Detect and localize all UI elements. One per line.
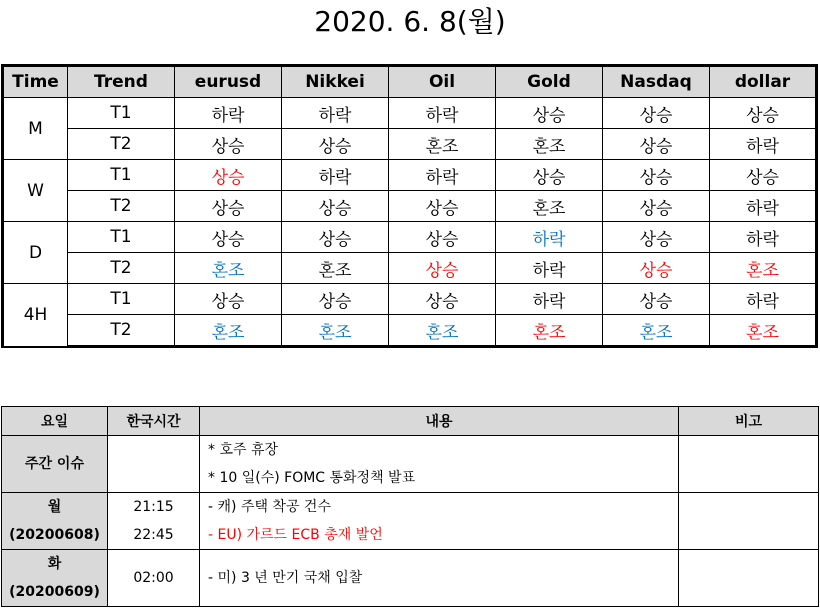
direction-cell: 혼조 [388,314,495,346]
timeframe-cell: M [3,97,67,159]
direction-cell: 하락 [388,159,495,190]
direction-cell: 하락 [495,221,602,252]
trend-cell: T2 [67,190,174,221]
direction-cell: 하락 [495,252,602,283]
day-cell [2,493,108,550]
table-row [3,190,816,221]
direction-cell: 하락 [174,97,281,128]
direction-cell: 상승 [602,221,709,252]
note-cell [679,436,818,493]
direction-cell: 상승 [388,190,495,221]
header-note: 비고 [679,407,818,436]
content-cell [200,493,679,550]
direction-cell: 상승 [495,159,602,190]
header-eurusd: eurusd [174,66,281,97]
header-time: Time [3,66,67,97]
direction-cell: 하락 [495,283,602,314]
event-time: 02:00 [133,570,174,586]
direction-cell: 상승 [388,252,495,283]
table-row [3,314,816,346]
direction-cell: 하락 [709,128,816,159]
timeframe-cell: 4H [3,283,67,346]
content-cell [200,550,679,606]
time-cell [108,493,200,550]
content-cell [200,436,679,493]
schedule-header-row [2,407,818,436]
direction-cell: 상승 [281,128,388,159]
table-row [3,97,816,128]
direction-cell: 하락 [281,159,388,190]
direction-cell: 하락 [709,283,816,314]
direction-cell: 혼조 [709,314,816,346]
direction-cell: 혼조 [709,252,816,283]
direction-cell: 혼조 [602,314,709,346]
direction-cell: 하락 [709,190,816,221]
direction-cell: 혼조 [174,252,281,283]
direction-cell: 상승 [602,283,709,314]
direction-cell: 상승 [174,283,281,314]
direction-cell: 혼조 [495,314,602,346]
day-cell [2,550,108,606]
trend-cell: T2 [67,252,174,283]
time-cell [108,436,200,493]
day-label: 화 [47,556,62,572]
day-date: (20200609) [9,584,100,600]
trend-cell: T1 [67,97,174,128]
trend-cell: T1 [67,159,174,190]
page-title: 2020. 6. 8(월) [314,5,506,38]
direction-cell: 혼조 [281,252,388,283]
trend-table [1,64,818,348]
trend-cell: T1 [67,221,174,252]
trend-cell: T2 [67,314,174,346]
day-label: 주간 이슈 [25,456,84,472]
direction-cell: 혼조 [174,314,281,346]
header-nikkei: Nikkei [281,66,388,97]
direction-cell: 상승 [388,283,495,314]
day-date: (20200608) [9,527,100,543]
header-gold: Gold [495,66,602,97]
direction-cell: 상승 [602,252,709,283]
direction-cell: 하락 [709,221,816,252]
direction-cell: 상승 [709,97,816,128]
direction-cell: 상승 [281,190,388,221]
day-label: 월 [47,499,62,515]
table-row [3,283,816,314]
schedule-row [2,550,818,606]
note-cell [679,550,818,606]
table-row [3,128,816,159]
table-row [3,221,816,252]
event-time: 21:15 [133,499,174,515]
direction-cell: 상승 [602,128,709,159]
direction-cell: 상승 [281,221,388,252]
time-cell [108,550,200,606]
direction-cell: 혼조 [281,314,388,346]
direction-cell: 상승 [602,190,709,221]
direction-cell: 상승 [388,221,495,252]
direction-cell: 상승 [602,97,709,128]
direction-cell: 상승 [602,159,709,190]
direction-cell: 상승 [174,221,281,252]
event-item: - EU) 가르드 ECB 총재 발언 [208,527,383,543]
direction-cell: 상승 [495,97,602,128]
direction-cell: 상승 [709,159,816,190]
direction-cell: 상승 [174,190,281,221]
header-content: 내용 [200,407,679,436]
direction-cell: 상승 [174,159,281,190]
event-item: * 10 일(수) FOMC 통화정책 발표 [208,470,416,486]
table-row [3,159,816,190]
schedule-row [2,493,818,550]
direction-cell: 하락 [388,97,495,128]
header-oil: Oil [388,66,495,97]
event-time: 22:45 [133,527,174,543]
direction-cell: 혼조 [388,128,495,159]
note-cell [679,493,818,550]
event-item: * 호주 휴장 [208,442,278,458]
direction-cell: 상승 [281,283,388,314]
timeframe-cell: D [3,221,67,283]
direction-cell: 혼조 [495,190,602,221]
header-korea-time: 한국시간 [108,407,200,436]
day-cell [2,436,108,493]
schedule-table [1,406,819,607]
direction-cell: 혼조 [495,128,602,159]
direction-cell: 상승 [174,128,281,159]
header-day: 요일 [2,407,108,436]
schedule-row [2,436,818,493]
table-row [3,252,816,283]
event-time [108,464,199,492]
header-dollar: dollar [709,66,816,97]
header-nasdaq: Nasdaq [602,66,709,97]
trend-cell: T1 [67,283,174,314]
direction-cell: 하락 [281,97,388,128]
event-item: - 캐) 주택 착공 건수 [208,499,331,515]
timeframe-cell: W [3,159,67,221]
trend-header-row [3,66,816,97]
header-trend: Trend [67,66,174,97]
event-item: - 미) 3 년 만기 국채 입찰 [208,570,363,586]
trend-cell: T2 [67,128,174,159]
event-time [108,436,199,464]
